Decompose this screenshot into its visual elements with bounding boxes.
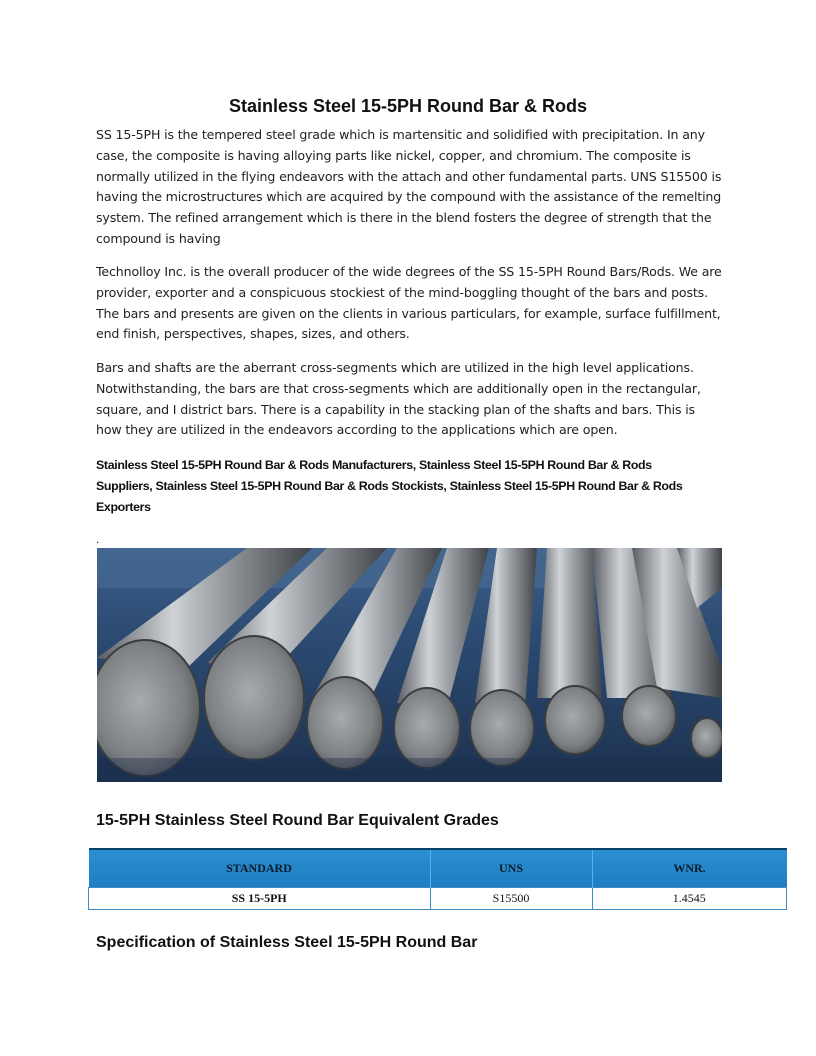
equivalent-grades-table (88, 848, 787, 910)
cell-wnr: 1.4545 (592, 888, 787, 910)
cell-uns: S15500 (430, 888, 592, 910)
bars-paragraph: Bars and shafts are the aberrant cross-segments which are utilized in the high level applications. Notwithstanding, the bars are that cross-segments which are additionally open in the rectangular, square, and I district bars. There is a capability in the stacking plan of the shafts and bars. This is how they are utilized in the endeavors according to the applications which are open. (96, 360, 701, 438)
equivalent-grades-heading: 15-5PH Stainless Steel Round Bar Equivalent Grades (96, 812, 499, 829)
table-header-row (89, 849, 787, 888)
keywords-paragraph: Stainless Steel 15-5PH Round Bar & Rods Manufacturers, Stainless Steel 15-5PH Round Bar & Rods Suppliers, Stainless Steel 15-5PH Round Bar & Rods Stockists, Stainless Steel 15-5PH Round Bar & Rods Exporters (96, 458, 683, 514)
intro-paragraph: SS 15-5PH is the tempered steel grade which is martensitic and solidified with precipitation. In any case, the composite is having alloying parts like nickel, copper, and chromium. The composite is normally utilized in the flying endeavors with the attach and other fundamental parts. UNS S15500 is having the microstructures which are acquired by the compound with the assistance of the remelting system. The refined arrangement which is there in the blend fosters the degree of strength that the compound is having (96, 127, 722, 246)
header-uns: UNS (430, 849, 592, 888)
specification-heading: Specification of Stainless Steel 15-5PH Round Bar (96, 934, 478, 951)
separator-dot: . (96, 532, 100, 546)
header-wnr: WNR. (592, 849, 787, 888)
page-title: Stainless Steel 15-5PH Round Bar & Rods (228, 96, 588, 116)
producer-paragraph: Technolloy Inc. is the overall producer of the wide degrees of the SS 15-5PH Round Bars/Rods. We are provider, exporter and a conspicuous stockiest of the mind-boggling thought of the bars and posts. The bars and presents are given on the clients in various particulars, for example, surface fulfillment, end finish, perspectives, shapes, sizes, and others. (96, 264, 722, 342)
round-bars-illustration (97, 548, 722, 782)
round-bars-photo (97, 548, 722, 782)
cell-standard: SS 15-5PH (89, 888, 431, 910)
header-standard: STANDARD (89, 849, 431, 888)
table-row (89, 888, 787, 910)
